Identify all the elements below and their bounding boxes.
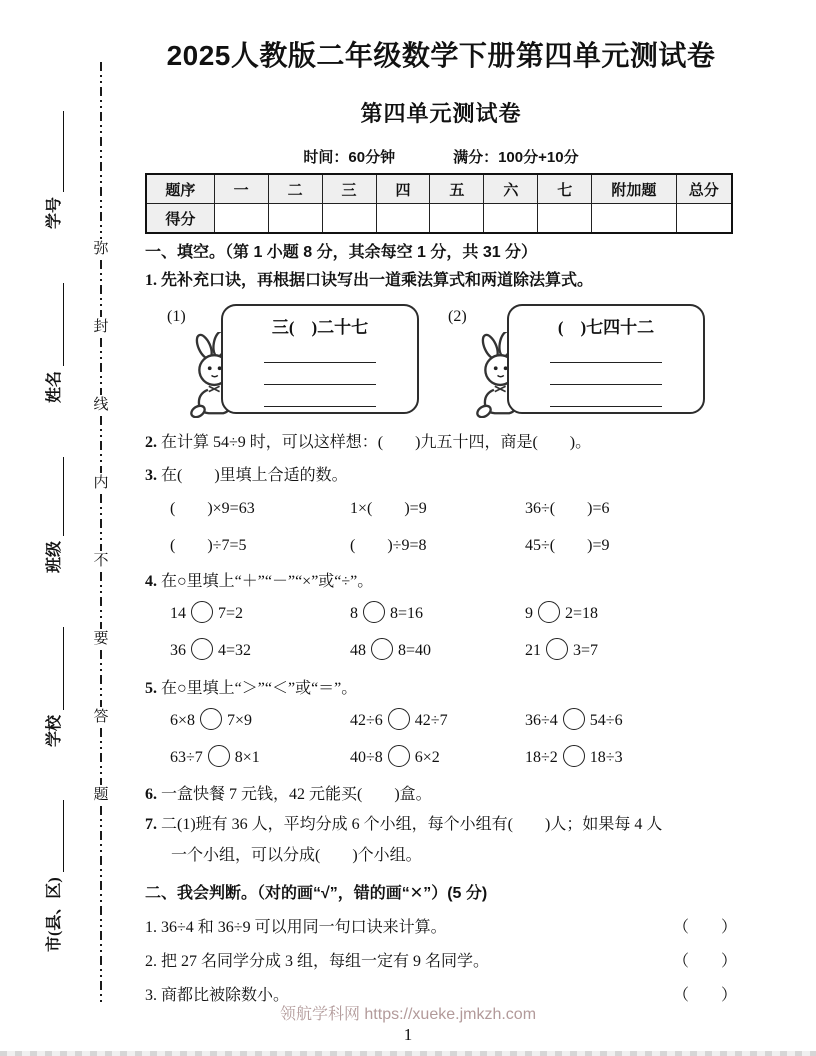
site-watermark: 领航学科网 https://xueke.jmkzh.com [279, 1006, 537, 1023]
expression-right: 18÷3 [589, 749, 623, 766]
answer-blank-line [264, 385, 376, 407]
answer-circle [563, 708, 585, 730]
answer-blank-line [550, 338, 662, 363]
expression-right: 7=2 [218, 605, 244, 622]
answer-blank-line [550, 363, 662, 385]
question4-number: 4. [145, 573, 157, 590]
question1-text [145, 270, 737, 292]
compare-circle-expression [525, 745, 623, 770]
city-district-blank-line [59, 800, 64, 872]
recitation-formula-2: ( )七四十二 [557, 318, 655, 337]
score-table [145, 173, 733, 234]
expression-left: 36 [170, 642, 186, 659]
score-cell-empty [430, 204, 484, 234]
expression-left: 63÷7 [170, 749, 203, 766]
operator-circle-expression [170, 601, 350, 626]
answer-blank-line [550, 385, 662, 407]
student-name-blank-line [59, 283, 64, 366]
score-cell-empty [214, 204, 268, 234]
expression-right: 54÷6 [589, 712, 623, 729]
seal-char: 答 [93, 708, 109, 725]
question6-text [145, 784, 737, 806]
city-district-field [40, 800, 64, 952]
question6-number: 6. [145, 786, 157, 803]
page-title: 2025人教版二年级数学下册第四单元测试卷 [166, 40, 716, 71]
question5-text [145, 678, 737, 700]
subquestion1-label: (1) [167, 308, 186, 325]
fill-number-expression: 36÷( )=6 [525, 500, 610, 517]
paper-subtitle: 第四单元测试卷 [360, 101, 522, 126]
expression-right: 2=18 [565, 605, 599, 622]
student-id-field [40, 111, 64, 229]
question1-body: 先补充口诀，再根据口诀写出一道乘法算式和两道除法算式。 [161, 272, 594, 289]
score-table-header-cell: 题序 [146, 174, 214, 204]
page-number: 1 [403, 1025, 413, 1044]
answer-circle [538, 601, 560, 623]
question4-body: 在○里填上“＋”“－”“×”或“÷”。 [161, 573, 374, 590]
scan-edge-artifact [0, 1051, 816, 1056]
expression-left: 9 [525, 605, 533, 622]
score-table-header-cell: 总分 [676, 174, 732, 204]
answer-circle [546, 638, 568, 660]
question7-number: 7. [145, 816, 157, 833]
judgment-text: 2. 把 27 名同学分成 3 组，每组一定有 9 名同学。 [145, 953, 490, 970]
seal-dashed-line [93, 62, 109, 1005]
judgment-text: 3. 商都比被除数小。 [145, 987, 290, 1004]
seal-char: 内 [93, 474, 109, 491]
fill-number-expression: ( )÷7=5 [170, 537, 247, 554]
question3-text [145, 465, 737, 487]
compare-circle-expression [170, 708, 350, 733]
time-label: 时间：60分钟 [303, 149, 396, 166]
school-blank-line [59, 627, 64, 710]
answer-circle [200, 708, 222, 730]
expression-right: 8×1 [234, 749, 260, 766]
operator-circle-expression [525, 638, 598, 663]
expression-left: 14 [170, 605, 186, 622]
expression-left: 21 [525, 642, 541, 659]
question5-number: 5. [145, 680, 157, 697]
question2-number: 2. [145, 434, 157, 451]
exam-info-line [145, 146, 737, 167]
compare-circle-expression [525, 708, 623, 733]
school-field [40, 627, 64, 747]
compare-circle-expression [350, 745, 525, 770]
question4-row2 [145, 638, 737, 663]
question2-text [145, 432, 737, 454]
compare-circle-expression [350, 708, 525, 733]
question4-text [145, 571, 737, 593]
score-cell-empty [676, 204, 732, 234]
student-name-label: 姓名 [46, 370, 63, 403]
expression-left: 48 [350, 642, 366, 659]
judgment-answer-blank: （ ） [672, 919, 737, 936]
seal-char: 封 [93, 318, 109, 335]
expression-left: 36÷4 [525, 712, 558, 729]
expression-left: 6×8 [170, 712, 196, 729]
fill-number-expression: 45÷( )=9 [525, 537, 610, 554]
question1-boxes-row [145, 302, 737, 418]
subquestion2-label: (2) [448, 308, 467, 325]
fill-number-expression: ( )÷9=8 [350, 537, 427, 554]
class-field [40, 457, 64, 573]
answer-blank-line [264, 363, 376, 385]
seal-dash-segment [100, 260, 102, 317]
question3-body: 在( )里填上合适的数。 [161, 467, 348, 484]
recitation-box-2 [507, 304, 705, 414]
operator-circle-expression [170, 638, 350, 663]
answer-circle [563, 745, 585, 767]
section2-heading: 二、我会判断。（对的画“√”，错的画“✕”）(5 分) [145, 885, 488, 902]
question7-line2: 一个小组，可以分成( )个小组。 [171, 847, 422, 864]
compare-circle-expression [170, 745, 350, 770]
score-table-header-row [146, 174, 732, 204]
question3-number: 3. [145, 467, 157, 484]
section1-heading: 一、填空。（第 1 小题 8 分，其余每空 1 分，共 31 分） [145, 244, 538, 261]
expression-right: 42÷7 [414, 712, 448, 729]
seal-char: 弥 [93, 240, 109, 257]
question5-row1 [145, 708, 737, 733]
expression-right: 8=40 [398, 642, 432, 659]
expression-left: 8 [350, 605, 358, 622]
score-table-header-cell: 五 [430, 174, 484, 204]
score-cell-empty [538, 204, 592, 234]
expression-right: 6×2 [414, 749, 440, 766]
question3-row1 [145, 497, 737, 521]
expression-left: 40÷8 [350, 749, 383, 766]
question7-line1: 二(1)班有 36 人，平均分成 6 个小组，每个小组有( )人；如果每 4 人 [161, 816, 663, 833]
score-table-header-cell: 一 [214, 174, 268, 204]
judgment-answer-blank: （ ） [672, 953, 737, 970]
judgment-text: 1. 36÷4 和 36÷9 可以用同一句口诀来计算。 [145, 919, 447, 936]
seal-dash-segment [100, 806, 102, 1005]
student-name-field [40, 283, 64, 403]
expression-left: 42÷6 [350, 712, 383, 729]
seal-char: 题 [93, 786, 109, 803]
score-cell-empty [322, 204, 376, 234]
answer-circle [208, 745, 230, 767]
answer-circle [191, 601, 213, 623]
city-district-label: 市(县、区) [46, 877, 63, 952]
expression-left: 18÷2 [525, 749, 558, 766]
answer-circle [388, 745, 410, 767]
seal-dash-segment [100, 338, 102, 395]
judgment-item [145, 950, 737, 973]
question7-text [145, 814, 737, 867]
student-id-blank-line [59, 111, 64, 192]
score-table-score-row [146, 204, 732, 234]
seal-dash-segment [100, 728, 102, 785]
main-content [145, 0, 737, 1007]
expression-right: 3=7 [573, 642, 599, 659]
score-table-header-cell: 七 [538, 174, 592, 204]
score-cell-empty [268, 204, 322, 234]
answer-blank-line [264, 338, 376, 363]
seal-dash-segment [100, 62, 102, 239]
fill-number-expression: 1×( )=9 [350, 500, 427, 517]
seal-char: 线 [93, 396, 109, 413]
expression-right: 4=32 [218, 642, 252, 659]
answer-circle [191, 638, 213, 660]
answer-circle [388, 708, 410, 730]
class-label: 班级 [46, 540, 63, 573]
seal-dash-segment [100, 572, 102, 629]
recitation-formula-1: 三( )二十七 [271, 318, 369, 337]
question5-body: 在○里填上“＞”“＜”或“＝”。 [161, 680, 358, 697]
question2-body: 在计算 54÷9 时，可以这样想：( )九五十四，商是( )。 [161, 434, 592, 451]
expression-right: 7×9 [227, 712, 253, 729]
seal-dash-segment [100, 650, 102, 707]
score-table-header-cell: 三 [322, 174, 376, 204]
seal-dash-segment [100, 494, 102, 551]
question1-number: 1. [145, 272, 157, 289]
operator-circle-expression [350, 638, 525, 663]
seal-char: 不 [93, 552, 109, 569]
class-blank-line [59, 457, 64, 536]
question5-row2 [145, 745, 737, 770]
score-table-header-cell: 二 [268, 174, 322, 204]
expression-right: 8=16 [390, 605, 424, 622]
score-row-label: 得分 [146, 204, 214, 234]
answer-circle [371, 638, 393, 660]
fill-number-expression: ( )×9=63 [170, 500, 255, 517]
score-cell-empty [484, 204, 538, 234]
question3-row2 [145, 534, 737, 558]
full-score-label: 满分：100分+10分 [453, 149, 579, 166]
student-id-label: 学号 [46, 196, 63, 229]
seal-char: 要 [93, 630, 109, 647]
seal-dash-segment [100, 416, 102, 473]
answer-circle [363, 601, 385, 623]
question4-row1 [145, 601, 737, 626]
score-table-header-cell: 六 [484, 174, 538, 204]
recitation-box-1 [221, 304, 419, 414]
school-label: 学校 [46, 714, 63, 747]
judgment-item [145, 916, 737, 939]
score-table-header-cell: 四 [376, 174, 430, 204]
score-table-header-cell: 附加题 [592, 174, 676, 204]
score-cell-empty [592, 204, 676, 234]
operator-circle-expression [525, 601, 598, 626]
score-cell-empty [376, 204, 430, 234]
operator-circle-expression [350, 601, 525, 626]
judgment-answer-blank: （ ） [672, 987, 737, 1004]
question6-body: 一盒快餐 7 元钱，42 元能买( )盒。 [161, 786, 432, 803]
